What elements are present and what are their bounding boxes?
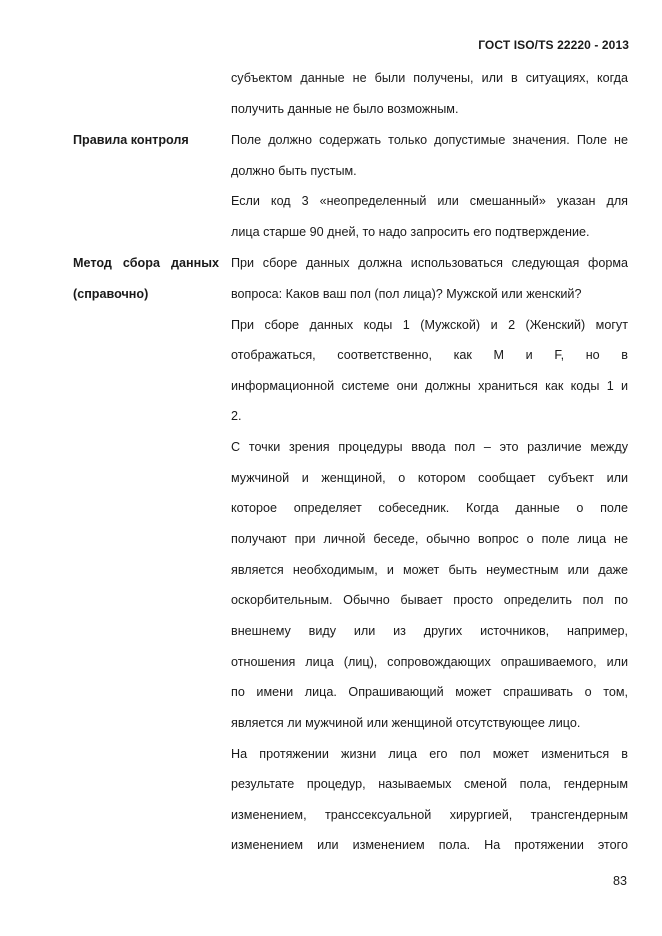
body-line: является ли мужчиной или женщиной отсутствующее лицо. [231,716,581,730]
body-line: должно быть пустым. [231,164,357,178]
body-line: С точки зрения процедуры ввода пол – это различие между [231,440,628,454]
body-line: получают при личной беседе, обычно вопрос о поле лица не [231,532,628,546]
body-line: 2. [231,409,242,423]
body-line: изменением, транссексуальной хирургией, трансгендерным [231,808,628,822]
body-line: результате процедур, называемых сменой пола, гендерным [231,777,628,791]
body-line: лица старше 90 дней, то надо запросить его подтверждение. [231,225,590,239]
row-label-control-rules: Правила контроля [73,133,189,147]
body-line: Если код 3 «неопределенный или смешанный» указан для [231,194,628,208]
body-line: отношения лица (лиц), сопровождающих опрашиваемого, или [231,655,628,669]
body-line: Поле должно содержать только допустимые значения. Поле не [231,133,628,147]
body-line: изменением или изменением пола. На протяжении этого [231,838,628,852]
body-line: оскорбительным. Обычно бывает просто определить пол по [231,593,628,607]
body-line: При сборе данных коды 1 (Мужской) и 2 (Женский) могут [231,318,628,332]
body-line: информационной системе они должны храниться как коды 1 и [231,379,628,393]
body-line: мужчиной и женщиной, о котором сообщает субъект или [231,471,628,485]
body-line: внешнему виду или из других источников, например, [231,624,628,638]
body-line: по имени лица. Опрашивающий может спрашивать о том, [231,685,628,699]
body-line: субъектом данные не были получены, или в ситуациях, когда [231,71,628,85]
document-header: ГОСТ ISO/TS 22220 - 2013 [478,38,629,52]
body-line: отображаться, соответственно, как M и F, но в [231,348,628,362]
page-number: 83 [612,874,627,888]
body-line: На протяжении жизни лица его пол может измениться в [231,747,628,761]
body-line: получить данные не было возможным. [231,102,459,116]
body-line: вопроса: Каков ваш пол (пол лица)? Мужской или женский? [231,287,582,301]
body-line: является необходимым, и может быть неуместным или даже [231,563,628,577]
row-label-collection-method: Метод сбора данных [73,256,219,270]
body-line: которое определяет собеседник. Когда данные о поле [231,501,628,515]
row-label-reference-note: (справочно) [73,287,149,301]
body-line: При сборе данных должна использоваться следующая форма [231,256,628,270]
